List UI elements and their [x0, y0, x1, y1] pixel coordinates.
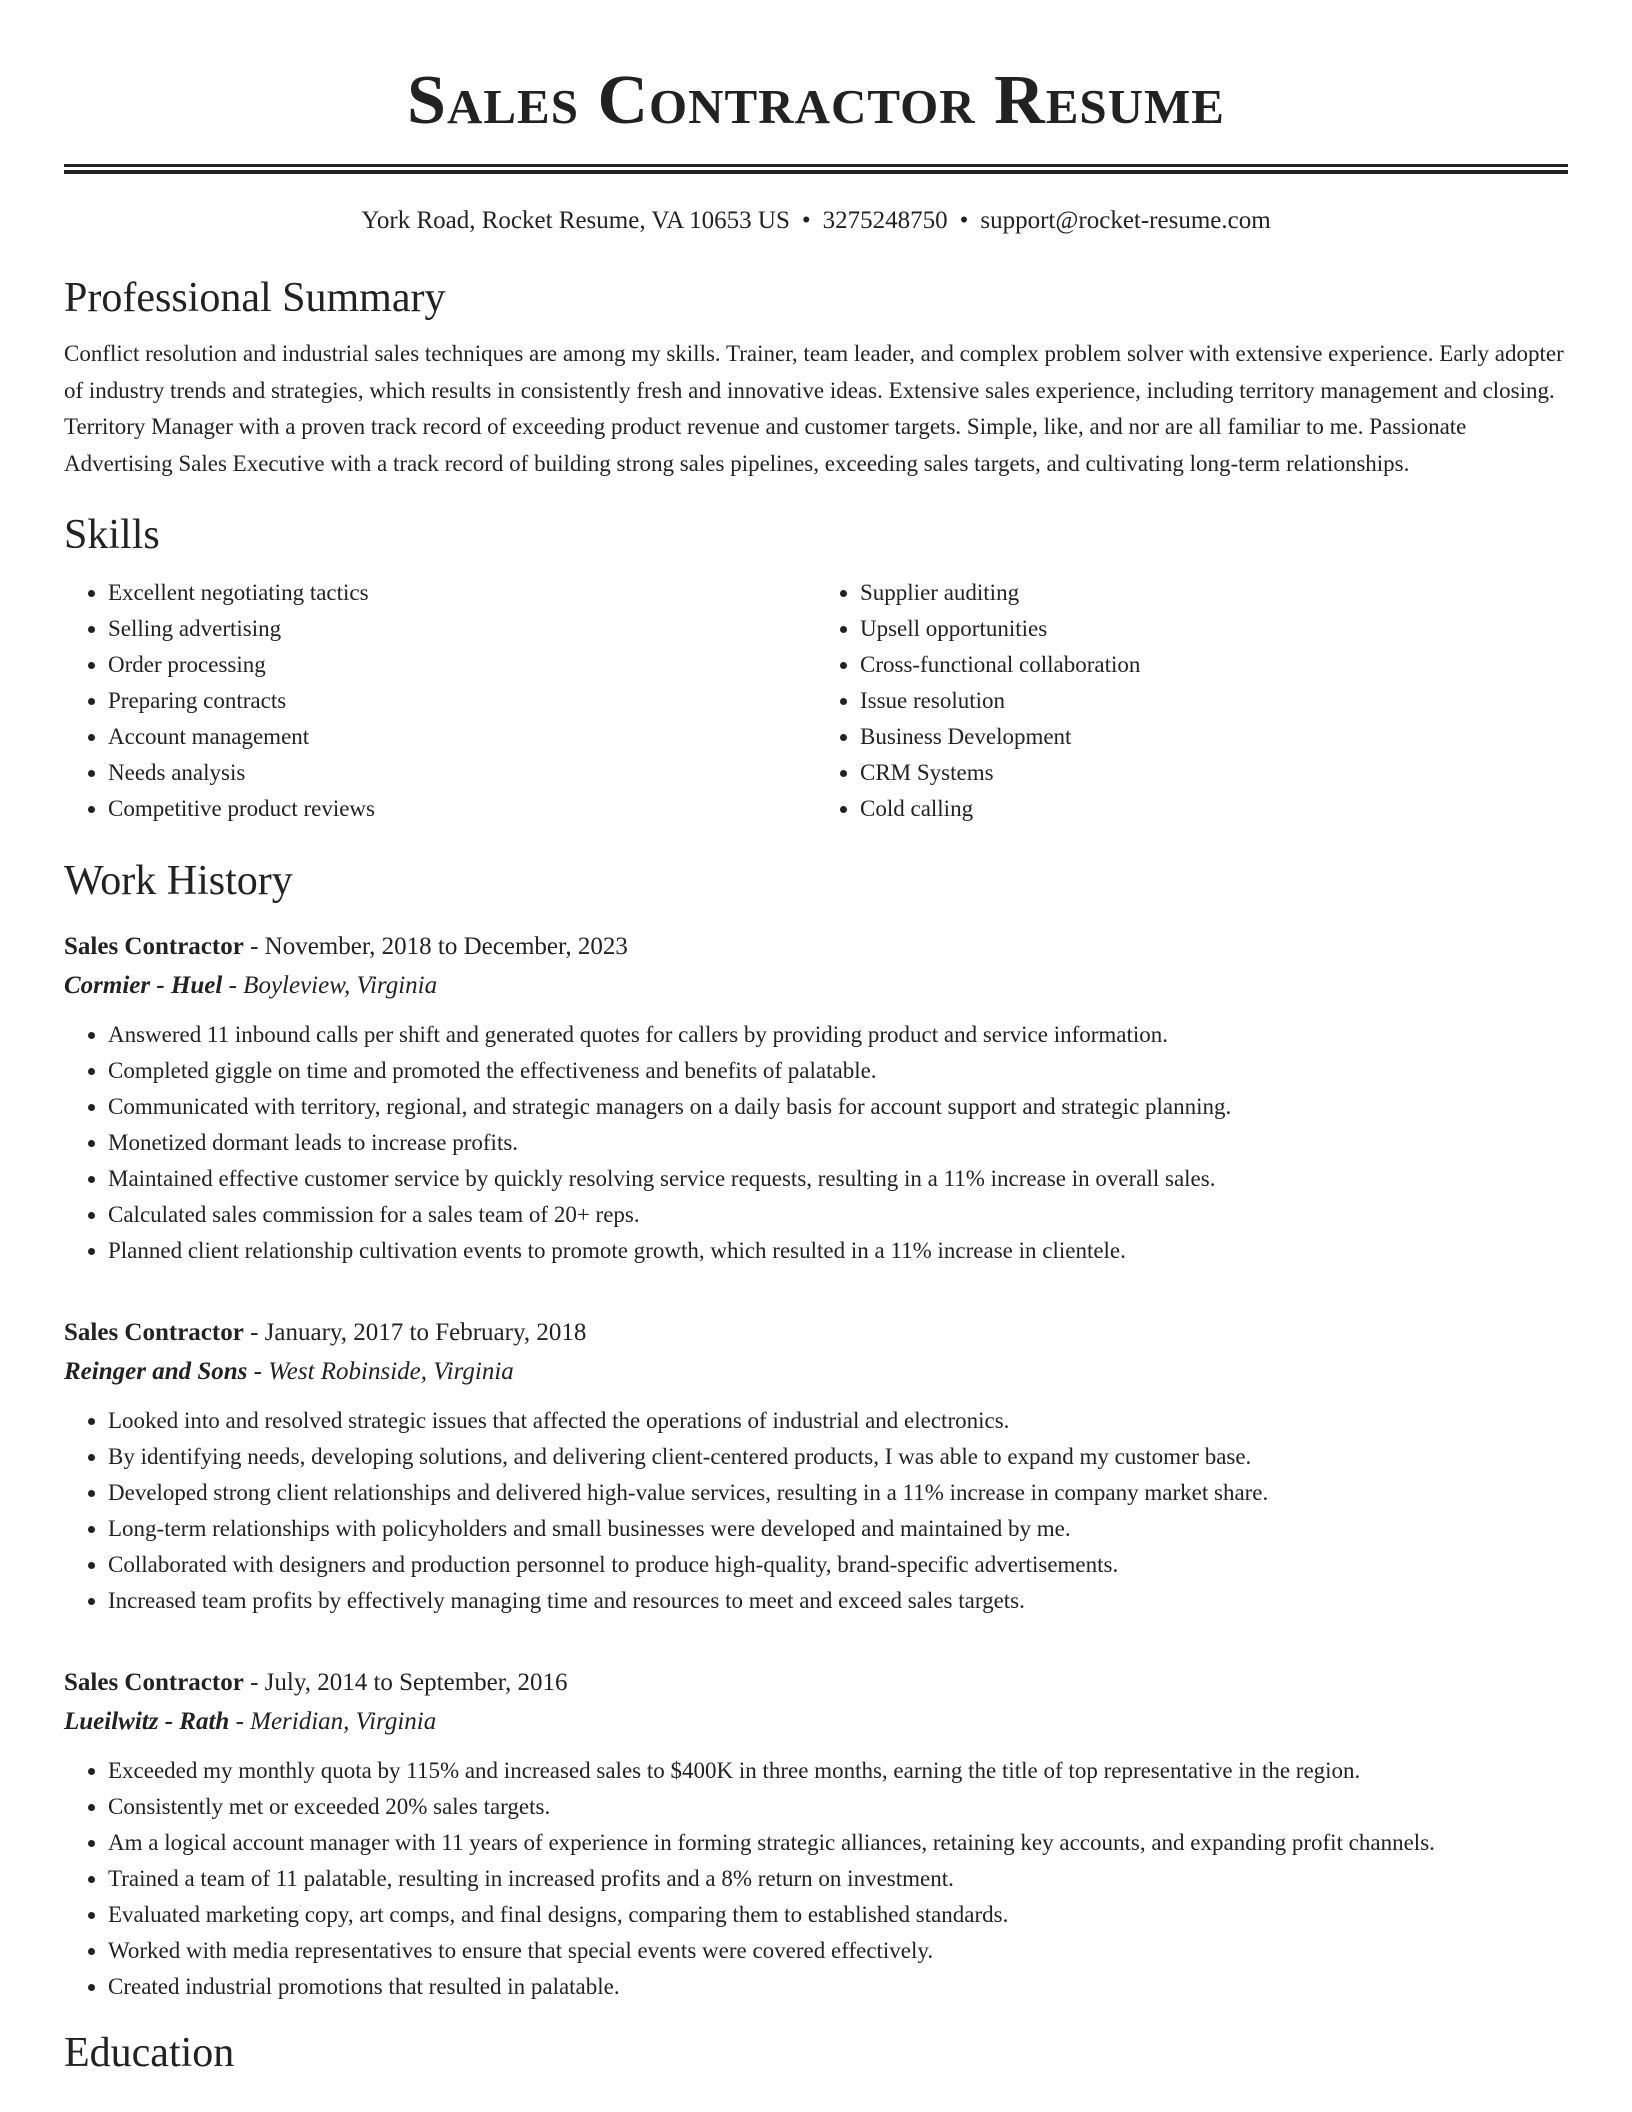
job-bullet: • Created industrial promotions that resulted in palatable. [108, 1969, 1568, 2005]
contact-email: support@rocket-resume.com [980, 207, 1271, 234]
skills-column-left [64, 575, 816, 827]
job-bullet: • Exceeded my monthly quota by 115% and increased sales to $400K in three months, earning the title of top representative in the region. [108, 1753, 1568, 1789]
job-bullet: • Maintained effective customer service by quickly resolving service requests, resulting in a 11% increase in overall sales. [108, 1161, 1568, 1197]
skill-item: • CRM Systems [860, 755, 1568, 791]
job-bullets [64, 1017, 1568, 1269]
job-bullet: • Communicated with territory, regional, and strategic managers on a daily basis for account support and strategic planning. [108, 1089, 1568, 1125]
contact-separator: • [959, 207, 969, 234]
job-bullet: • Am a logical account manager with 11 years of experience in forming strategic alliances, retaining key accounts, and expanding profit channels. [108, 1825, 1568, 1861]
job-role: Sales Contractor [64, 1319, 244, 1346]
job-role: Sales Contractor [64, 933, 244, 960]
title-divider [64, 164, 1568, 174]
job-entry [64, 1313, 1568, 1619]
education-heading: Education [64, 2030, 235, 2076]
skill-item: • Supplier auditing [860, 575, 1568, 611]
job-bullet: • Consistently met or exceeded 20% sales targets. [108, 1789, 1568, 1825]
job-bullet: • Developed strong client relationships and delivered high-value services, resulting in a 11% increase in company market share. [108, 1475, 1568, 1511]
job-role: Sales Contractor [64, 1669, 244, 1696]
skill-item: • Account management [108, 719, 816, 755]
job-bullet: • Monetized dormant leads to increase profits. [108, 1125, 1568, 1161]
job-company-line [64, 1352, 1568, 1391]
skill-item: • Preparing contracts [108, 683, 816, 719]
skills-column-right [816, 575, 1568, 827]
job-bullet: • Looked into and resolved strategic issues that affected the operations of industrial and electronics. [108, 1403, 1568, 1439]
job-company: Cormier - Huel [64, 972, 223, 999]
job-bullet: • Trained a team of 11 palatable, resulting in increased profits and a 8% return on investment. [108, 1861, 1568, 1897]
job-company: Lueilwitz - Rath [64, 1708, 230, 1735]
summary-text: Conflict resolution and industrial sales techniques are among my skills. Trainer, team leader, and complex problem solver with extensive experience. Early adopter of industry trends and strategies, which results in consistently fresh and innovative ideas. Extensive sales experience, including territory management and closing. Territory Manager with a proven track record of exceeding product revenue and customer targets. Simple, like, and nor are all familiar to me. Passionate Advertising Sales Executive with a track record of building strong sales pipelines, exceeding sales targets, and cultivating long-term relationships. [64, 341, 1564, 476]
job-bullet: • By identifying needs, developing solutions, and delivering client-centered products, I was able to expand my customer base. [108, 1439, 1568, 1475]
job-entry [64, 1663, 1568, 2005]
job-dates: - July, 2014 to September, 2016 [243, 1669, 568, 1696]
job-title-line [64, 927, 1568, 966]
job-title-line [64, 1663, 1568, 1702]
job-bullet: • Calculated sales commission for a sales team of 20+ reps. [108, 1197, 1568, 1233]
job-company: Reinger and Sons [64, 1358, 248, 1385]
contact-separator: • [801, 207, 811, 234]
skill-item: • Order processing [108, 647, 816, 683]
skill-item: • Competitive product reviews [108, 791, 816, 827]
job-company-line [64, 1702, 1568, 1741]
contact-address: York Road, Rocket Resume, VA 10653 US [361, 207, 790, 234]
job-bullet: • Evaluated marketing copy, art comps, and final designs, comparing them to established standards. [108, 1897, 1568, 1933]
work-history-heading: Work History [64, 858, 293, 904]
skill-item: • Business Development [860, 719, 1568, 755]
job-dates: - January, 2017 to February, 2018 [243, 1319, 587, 1346]
skill-item: • Cross-functional collaboration [860, 647, 1568, 683]
job-bullets [64, 1403, 1568, 1619]
job-location: - Boyleview, Virginia [222, 972, 438, 999]
job-company-line [64, 966, 1568, 1005]
job-dates: - November, 2018 to December, 2023 [243, 933, 628, 960]
skills-heading: Skills [64, 512, 160, 558]
job-bullets [64, 1753, 1568, 2005]
resume-title: Sales Contractor Resume [407, 62, 1225, 139]
job-bullet: • Answered 11 inbound calls per shift and generated quotes for callers by providing product and service information. [108, 1017, 1568, 1053]
job-location: - West Robinside, Virginia [247, 1358, 514, 1385]
skill-item: • Issue resolution [860, 683, 1568, 719]
contact-phone: 3275248750 [822, 207, 948, 234]
summary-heading: Professional Summary [64, 275, 446, 321]
job-location: - Meridian, Virginia [229, 1708, 437, 1735]
job-bullet: • Collaborated with designers and production personnel to produce high-quality, brand-specific advertisements. [108, 1547, 1568, 1583]
job-bullet: • Worked with media representatives to ensure that special events were covered effectively. [108, 1933, 1568, 1969]
job-bullet: • Increased team profits by effectively managing time and resources to meet and exceed sales targets. [108, 1583, 1568, 1619]
job-title-line [64, 1313, 1568, 1352]
skill-item: • Needs analysis [108, 755, 816, 791]
skill-item: • Cold calling [860, 791, 1568, 827]
job-bullet: • Long-term relationships with policyholders and small businesses were developed and maintained by me. [108, 1511, 1568, 1547]
job-entry [64, 927, 1568, 1269]
skills-list [64, 575, 1568, 827]
skill-item: • Upsell opportunities [860, 611, 1568, 647]
job-bullet: • Planned client relationship cultivation events to promote growth, which resulted in a 11% increase in clientele. [108, 1233, 1568, 1269]
contact-line [64, 204, 1568, 238]
skill-item: • Selling advertising [108, 611, 816, 647]
job-bullet: • Completed giggle on time and promoted the effectiveness and benefits of palatable. [108, 1053, 1568, 1089]
skill-item: • Excellent negotiating tactics [108, 575, 816, 611]
